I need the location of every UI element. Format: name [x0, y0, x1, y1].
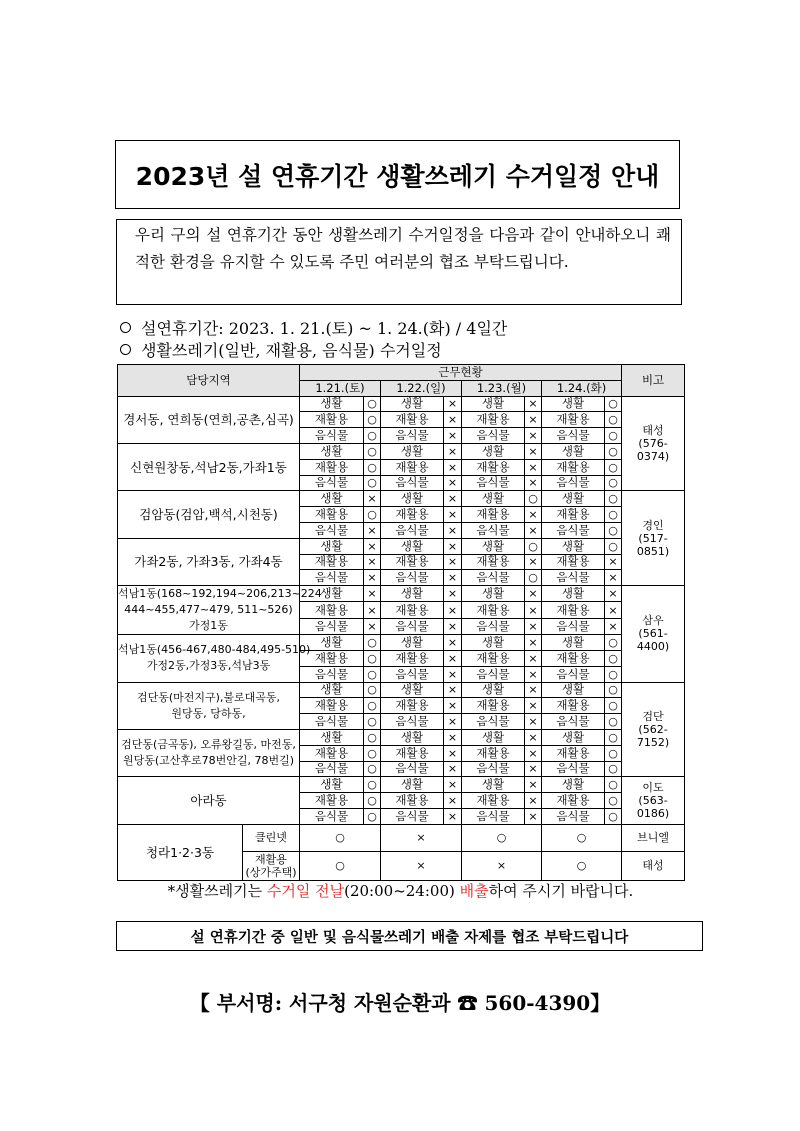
- bullet-text: 생활쓰레기(일반, 재활용, 음식물) 수거일정: [141, 340, 442, 360]
- waste-type-cell: 음식물: [462, 714, 525, 730]
- notice-text-end: 하여 주시기 바랍니다.: [488, 882, 634, 900]
- waste-type-cell: 음식물: [542, 522, 605, 538]
- waste-type-cell: 재활용: [381, 745, 444, 761]
- collection-mark: ○: [605, 475, 622, 491]
- table-row: [118, 729, 685, 745]
- circle-bullet-icon: [120, 322, 131, 333]
- waste-type-cell: 생활: [300, 443, 364, 459]
- collection-mark: ○: [364, 412, 381, 428]
- collection-mark: ○: [462, 824, 542, 851]
- collection-mark: ×: [444, 602, 462, 618]
- collection-mark: ○: [525, 491, 542, 507]
- waste-type-cell: 생활: [381, 491, 444, 507]
- collection-mark: ○: [605, 459, 622, 475]
- collection-mark: ○: [605, 761, 622, 777]
- waste-type-cell: 생활: [542, 729, 605, 745]
- area-cell: 검단동(금곡동), 오류왕길동, 마전동, 원당동(고산후로78번안길, 78번길): [118, 729, 300, 776]
- waste-type-cell: 음식물: [542, 428, 605, 444]
- waste-type-cell: 생활: [462, 443, 525, 459]
- collection-mark: ○: [300, 851, 381, 880]
- collection-mark: ×: [525, 761, 542, 777]
- waste-type-cell: 음식물: [381, 618, 444, 634]
- collection-mark: ×: [525, 618, 542, 634]
- waste-type-cell: 재활용: [542, 554, 605, 570]
- table-row: [118, 491, 685, 507]
- bullet-text: 설연휴기간: 2023. 1. 21.(토) ~ 1. 24.(화) / 4일간: [141, 318, 508, 338]
- area-cell: 석남1동(168~192,194~206,213~224 444~455,477~479, 511~526) 가정1동: [118, 586, 300, 635]
- waste-type-cell: 생활: [542, 635, 605, 651]
- collection-mark: ○: [364, 761, 381, 777]
- contractor-note: 태성 (576- 0374): [622, 396, 685, 491]
- collection-mark: ×: [525, 729, 542, 745]
- collection-mark: ×: [444, 777, 462, 793]
- collection-mark: ○: [364, 475, 381, 491]
- collection-mark: ○: [525, 538, 542, 554]
- waste-type-cell: 생활: [542, 586, 605, 602]
- document-title: 2023년 설 연휴기간 생활쓰레기 수거일정 안내: [115, 140, 680, 209]
- collection-mark: ×: [525, 635, 542, 651]
- waste-type-cell: 생활: [300, 396, 364, 412]
- collection-mark: ○: [605, 793, 622, 809]
- waste-type-cell: 음식물: [300, 570, 364, 586]
- header-status: 근무현황: [300, 365, 622, 381]
- collection-mark: ○: [364, 808, 381, 824]
- collection-mark: ×: [444, 491, 462, 507]
- waste-type-cell: 재활용: [462, 698, 525, 714]
- waste-type-cell: 재활용: [462, 459, 525, 475]
- collection-mark: ×: [525, 808, 542, 824]
- area-cell: 가좌2동, 가좌3동, 가좌4동: [118, 538, 300, 585]
- collection-mark: ×: [444, 650, 462, 666]
- waste-type-cell: 생활: [542, 682, 605, 698]
- table-row: [118, 824, 685, 851]
- collection-mark: ○: [364, 682, 381, 698]
- collection-mark: ×: [444, 522, 462, 538]
- waste-type-cell: 음식물: [462, 428, 525, 444]
- waste-type-cell: 음식물: [462, 666, 525, 682]
- contractor-note: 태성: [622, 851, 685, 880]
- collection-mark: ○: [605, 729, 622, 745]
- collection-mark: ×: [525, 443, 542, 459]
- area-cell: 신현원창동,석남2동,가좌1동: [118, 443, 300, 490]
- waste-type-cell: 재활용: [381, 507, 444, 523]
- collection-mark: ×: [444, 618, 462, 634]
- waste-type-cell: 음식물: [462, 761, 525, 777]
- contractor-note: 경인 (517- 0851): [622, 491, 685, 586]
- collection-mark: ○: [605, 714, 622, 730]
- collection-mark: ○: [364, 745, 381, 761]
- collection-mark: ×: [444, 459, 462, 475]
- collection-mark: ○: [364, 459, 381, 475]
- waste-type-cell: 재활용: [462, 554, 525, 570]
- waste-type-cell: 생활: [381, 396, 444, 412]
- collection-mark: ×: [525, 396, 542, 412]
- waste-type-cell: 음식물: [381, 428, 444, 444]
- waste-type-cell: 생활: [462, 396, 525, 412]
- collection-mark: ○: [364, 793, 381, 809]
- collection-mark: ○: [364, 666, 381, 682]
- waste-type-cell: 재활용 (상가주택): [243, 851, 300, 880]
- collection-mark: ×: [444, 666, 462, 682]
- collection-mark: ×: [444, 475, 462, 491]
- collection-mark: ×: [525, 666, 542, 682]
- waste-type-cell: 생활: [300, 635, 364, 651]
- collection-mark: ×: [525, 602, 542, 618]
- table-row: [118, 586, 685, 602]
- waste-type-cell: 생활: [462, 491, 525, 507]
- collection-mark: ○: [605, 635, 622, 651]
- waste-type-cell: 재활용: [462, 745, 525, 761]
- waste-type-cell: 음식물: [300, 761, 364, 777]
- waste-type-cell: 재활용: [300, 602, 364, 618]
- collection-mark: ×: [525, 428, 542, 444]
- collection-mark: ×: [444, 443, 462, 459]
- waste-type-cell: 재활용: [462, 602, 525, 618]
- waste-type-cell: 재활용: [462, 650, 525, 666]
- collection-mark: ×: [525, 554, 542, 570]
- waste-type-cell: 재활용: [381, 650, 444, 666]
- intro-paragraph: 우리 구의 설 연휴기간 동안 생활쓰레기 수거일정을 다음과 같이 안내하오니 쾌적한 환경을 유지할 수 있도록 주민 여러분의 협조 부탁드립니다.: [116, 219, 682, 305]
- area-cell: 검암동(검암,백석,시천동): [118, 491, 300, 538]
- waste-type-cell: 재활용: [300, 650, 364, 666]
- collection-mark: ×: [444, 507, 462, 523]
- waste-type-cell: 음식물: [381, 808, 444, 824]
- waste-type-cell: 재활용: [462, 507, 525, 523]
- waste-type-cell: 재활용: [542, 745, 605, 761]
- contractor-note: 검단 (562- 7152): [622, 682, 685, 777]
- collection-mark: ×: [525, 475, 542, 491]
- waste-type-cell: 음식물: [381, 666, 444, 682]
- collection-mark: ○: [300, 824, 381, 851]
- waste-type-cell: 음식물: [462, 522, 525, 538]
- collection-mark: ×: [444, 538, 462, 554]
- notice-highlight-day: 수거일 전날: [266, 882, 345, 900]
- collection-mark: ×: [364, 538, 381, 554]
- waste-type-cell: 재활용: [542, 793, 605, 809]
- header-date-3: 1.23.(월): [462, 380, 542, 396]
- collection-mark: ×: [444, 698, 462, 714]
- waste-type-cell: 재활용: [381, 459, 444, 475]
- collection-mark: ×: [364, 618, 381, 634]
- waste-type-cell: 음식물: [542, 761, 605, 777]
- waste-type-cell: 음식물: [300, 618, 364, 634]
- table-row: [118, 777, 685, 793]
- collection-mark: ○: [605, 682, 622, 698]
- collection-mark: ×: [444, 714, 462, 730]
- collection-mark: ×: [444, 682, 462, 698]
- waste-type-cell: 재활용: [300, 698, 364, 714]
- collection-mark: ×: [444, 808, 462, 824]
- area-cell: 석남1동(456-467,480-484,495-510) 가정2동,가정3동,석남3동: [118, 635, 300, 682]
- collection-mark: ○: [364, 428, 381, 444]
- disposal-time-notice: [117, 880, 684, 901]
- waste-type-cell: 생활: [462, 682, 525, 698]
- header-note: 비고: [622, 365, 685, 397]
- collection-mark: ×: [444, 396, 462, 412]
- waste-type-cell: 생활: [381, 635, 444, 651]
- bottom-notice: 설 연휴기간 중 일반 및 음식물쓰레기 배출 자제를 협조 부탁드립니다: [116, 921, 703, 951]
- collection-mark: ○: [605, 491, 622, 507]
- waste-type-cell: 재활용: [542, 459, 605, 475]
- waste-type-cell: 음식물: [381, 570, 444, 586]
- table-row: [118, 396, 685, 412]
- collection-mark: ○: [605, 412, 622, 428]
- waste-type-cell: 음식물: [300, 522, 364, 538]
- collection-mark: ×: [525, 586, 542, 602]
- collection-mark: ○: [364, 729, 381, 745]
- header-area: 담당지역: [118, 365, 300, 397]
- waste-type-cell: 생활: [542, 777, 605, 793]
- collection-mark: ○: [364, 443, 381, 459]
- area-cell: 아라동: [118, 777, 300, 824]
- waste-type-cell: 음식물: [542, 808, 605, 824]
- collection-mark: ○: [605, 522, 622, 538]
- table-row: [118, 682, 685, 698]
- collection-mark: ×: [444, 554, 462, 570]
- waste-type-cell: 재활용: [542, 650, 605, 666]
- contractor-note: 삼우 (561- 4400): [622, 586, 685, 682]
- collection-mark: ×: [444, 635, 462, 651]
- waste-type-cell: 재활용: [300, 745, 364, 761]
- collection-mark: ×: [525, 714, 542, 730]
- waste-type-cell: 재활용: [300, 554, 364, 570]
- area-cell: 검단동(마전지구),불로대곡동, 원당동, 당하동,: [118, 682, 300, 729]
- waste-type-cell: 재활용: [542, 698, 605, 714]
- waste-type-cell: 생활: [300, 491, 364, 507]
- waste-type-cell: 생활: [381, 777, 444, 793]
- collection-mark: ○: [364, 396, 381, 412]
- waste-type-cell: 생활: [381, 682, 444, 698]
- collection-mark: ○: [605, 507, 622, 523]
- waste-type-cell: 음식물: [462, 570, 525, 586]
- collection-mark: ○: [364, 777, 381, 793]
- collection-mark: ×: [525, 507, 542, 523]
- collection-mark: ×: [444, 761, 462, 777]
- collection-mark: ○: [542, 851, 622, 880]
- collection-mark: ×: [444, 586, 462, 602]
- header-date-4: 1.24.(화): [542, 380, 622, 396]
- waste-type-cell: 생활: [462, 538, 525, 554]
- collection-mark: ○: [605, 428, 622, 444]
- waste-type-cell: 음식물: [300, 475, 364, 491]
- waste-type-cell: 생활: [300, 682, 364, 698]
- collection-mark: ×: [364, 602, 381, 618]
- waste-type-cell: 재활용: [381, 698, 444, 714]
- waste-type-cell: 음식물: [462, 618, 525, 634]
- collection-mark: ○: [605, 745, 622, 761]
- collection-schedule-table: [117, 364, 685, 881]
- collection-mark: ○: [605, 666, 622, 682]
- collection-mark: ○: [542, 824, 622, 851]
- waste-type-cell: 생활: [300, 777, 364, 793]
- waste-type-cell: 음식물: [462, 475, 525, 491]
- collection-mark: ×: [364, 570, 381, 586]
- collection-mark: ×: [605, 586, 622, 602]
- waste-type-cell: 생활: [300, 538, 364, 554]
- collection-mark: ×: [525, 459, 542, 475]
- notice-time: (20:00~24:00): [344, 882, 460, 900]
- waste-type-cell: 재활용: [462, 412, 525, 428]
- contractor-note: 브니엘: [622, 824, 685, 851]
- waste-type-cell: 음식물: [300, 428, 364, 444]
- waste-type-cell: 음식물: [542, 618, 605, 634]
- collection-mark: ×: [444, 729, 462, 745]
- collection-mark: ○: [364, 650, 381, 666]
- schedule-body: [118, 396, 685, 880]
- area-cell: 청라1·2·3동: [118, 824, 243, 880]
- waste-type-cell: 생활: [462, 729, 525, 745]
- waste-type-cell: 생활: [381, 443, 444, 459]
- collection-mark: ○: [605, 443, 622, 459]
- collection-mark: ×: [525, 650, 542, 666]
- collection-mark: ○: [605, 538, 622, 554]
- waste-type-cell: 재활용: [300, 459, 364, 475]
- waste-type-cell: 클린넷: [243, 824, 300, 851]
- table-row: [118, 635, 685, 651]
- waste-type-cell: 음식물: [542, 570, 605, 586]
- waste-type-cell: 재활용: [381, 602, 444, 618]
- collection-mark: ×: [364, 554, 381, 570]
- waste-type-cell: 생활: [462, 586, 525, 602]
- collection-mark: ○: [605, 698, 622, 714]
- waste-type-cell: 생활: [462, 777, 525, 793]
- department-contact: 【 부서명: 서구청 자원순환과 ☎ 560-4390】: [189, 991, 611, 1015]
- collection-mark: ×: [605, 602, 622, 618]
- bullet-holiday-period: [120, 316, 507, 338]
- collection-mark: ×: [444, 793, 462, 809]
- collection-mark: ×: [525, 522, 542, 538]
- waste-type-cell: 재활용: [542, 507, 605, 523]
- collection-mark: ×: [605, 618, 622, 634]
- waste-type-cell: 음식물: [542, 714, 605, 730]
- table-row: [118, 443, 685, 459]
- collection-mark: ○: [364, 635, 381, 651]
- collection-mark: ×: [525, 698, 542, 714]
- collection-mark: ×: [381, 851, 462, 880]
- waste-type-cell: 재활용: [300, 507, 364, 523]
- collection-mark: ×: [444, 428, 462, 444]
- bullet-schedule-heading: [120, 338, 507, 360]
- waste-type-cell: 음식물: [381, 522, 444, 538]
- waste-type-cell: 생활: [300, 729, 364, 745]
- notice-text: *생활쓰레기는: [167, 882, 267, 900]
- collection-mark: ×: [444, 570, 462, 586]
- collection-mark: ×: [444, 412, 462, 428]
- table-row: [118, 538, 685, 554]
- waste-type-cell: 생활: [381, 586, 444, 602]
- collection-mark: ×: [525, 793, 542, 809]
- collection-mark: ×: [525, 682, 542, 698]
- waste-type-cell: 생활: [381, 729, 444, 745]
- collection-mark: ×: [605, 554, 622, 570]
- waste-type-cell: 생활: [542, 491, 605, 507]
- collection-mark: ○: [364, 714, 381, 730]
- collection-mark: ×: [525, 412, 542, 428]
- waste-type-cell: 생활: [542, 538, 605, 554]
- bullet-list: [120, 316, 507, 360]
- circle-bullet-icon: [120, 344, 131, 355]
- collection-mark: ×: [364, 586, 381, 602]
- header-date-1: 1.21.(토): [300, 380, 381, 396]
- waste-type-cell: 재활용: [462, 793, 525, 809]
- collection-mark: ○: [605, 396, 622, 412]
- waste-type-cell: 재활용: [542, 412, 605, 428]
- header-date-2: 1.22.(일): [381, 380, 462, 396]
- collection-mark: ×: [381, 824, 462, 851]
- waste-type-cell: 음식물: [300, 666, 364, 682]
- waste-type-cell: 재활용: [300, 412, 364, 428]
- collection-mark: ×: [364, 491, 381, 507]
- collection-mark: ×: [444, 745, 462, 761]
- collection-mark: ×: [525, 777, 542, 793]
- waste-type-cell: 생활: [542, 396, 605, 412]
- waste-type-cell: 생활: [381, 538, 444, 554]
- waste-type-cell: 재활용: [542, 602, 605, 618]
- waste-type-cell: 음식물: [381, 714, 444, 730]
- waste-type-cell: 재활용: [381, 554, 444, 570]
- waste-type-cell: 음식물: [381, 761, 444, 777]
- waste-type-cell: 생활: [462, 635, 525, 651]
- waste-type-cell: 생활: [300, 586, 364, 602]
- waste-type-cell: 재활용: [300, 793, 364, 809]
- waste-type-cell: 음식물: [542, 475, 605, 491]
- collection-mark: ○: [605, 808, 622, 824]
- waste-type-cell: 음식물: [300, 808, 364, 824]
- collection-mark: ○: [605, 777, 622, 793]
- waste-type-cell: 음식물: [542, 666, 605, 682]
- collection-mark: ×: [605, 570, 622, 586]
- area-cell: 경서동, 연희동(연희,공촌,심곡): [118, 396, 300, 443]
- waste-type-cell: 음식물: [381, 475, 444, 491]
- waste-type-cell: 음식물: [462, 808, 525, 824]
- collection-mark: ×: [364, 522, 381, 538]
- waste-type-cell: 생활: [542, 443, 605, 459]
- collection-mark: ×: [525, 745, 542, 761]
- collection-mark: ○: [364, 507, 381, 523]
- collection-mark: ○: [605, 650, 622, 666]
- collection-mark: ○: [364, 698, 381, 714]
- contractor-note: 이도 (563- 0186): [622, 777, 685, 824]
- waste-type-cell: 음식물: [300, 714, 364, 730]
- waste-type-cell: 재활용: [381, 412, 444, 428]
- collection-mark: ×: [462, 851, 542, 880]
- notice-highlight-disposal: 배출: [459, 882, 489, 900]
- collection-mark: ○: [525, 570, 542, 586]
- waste-type-cell: 재활용: [381, 793, 444, 809]
